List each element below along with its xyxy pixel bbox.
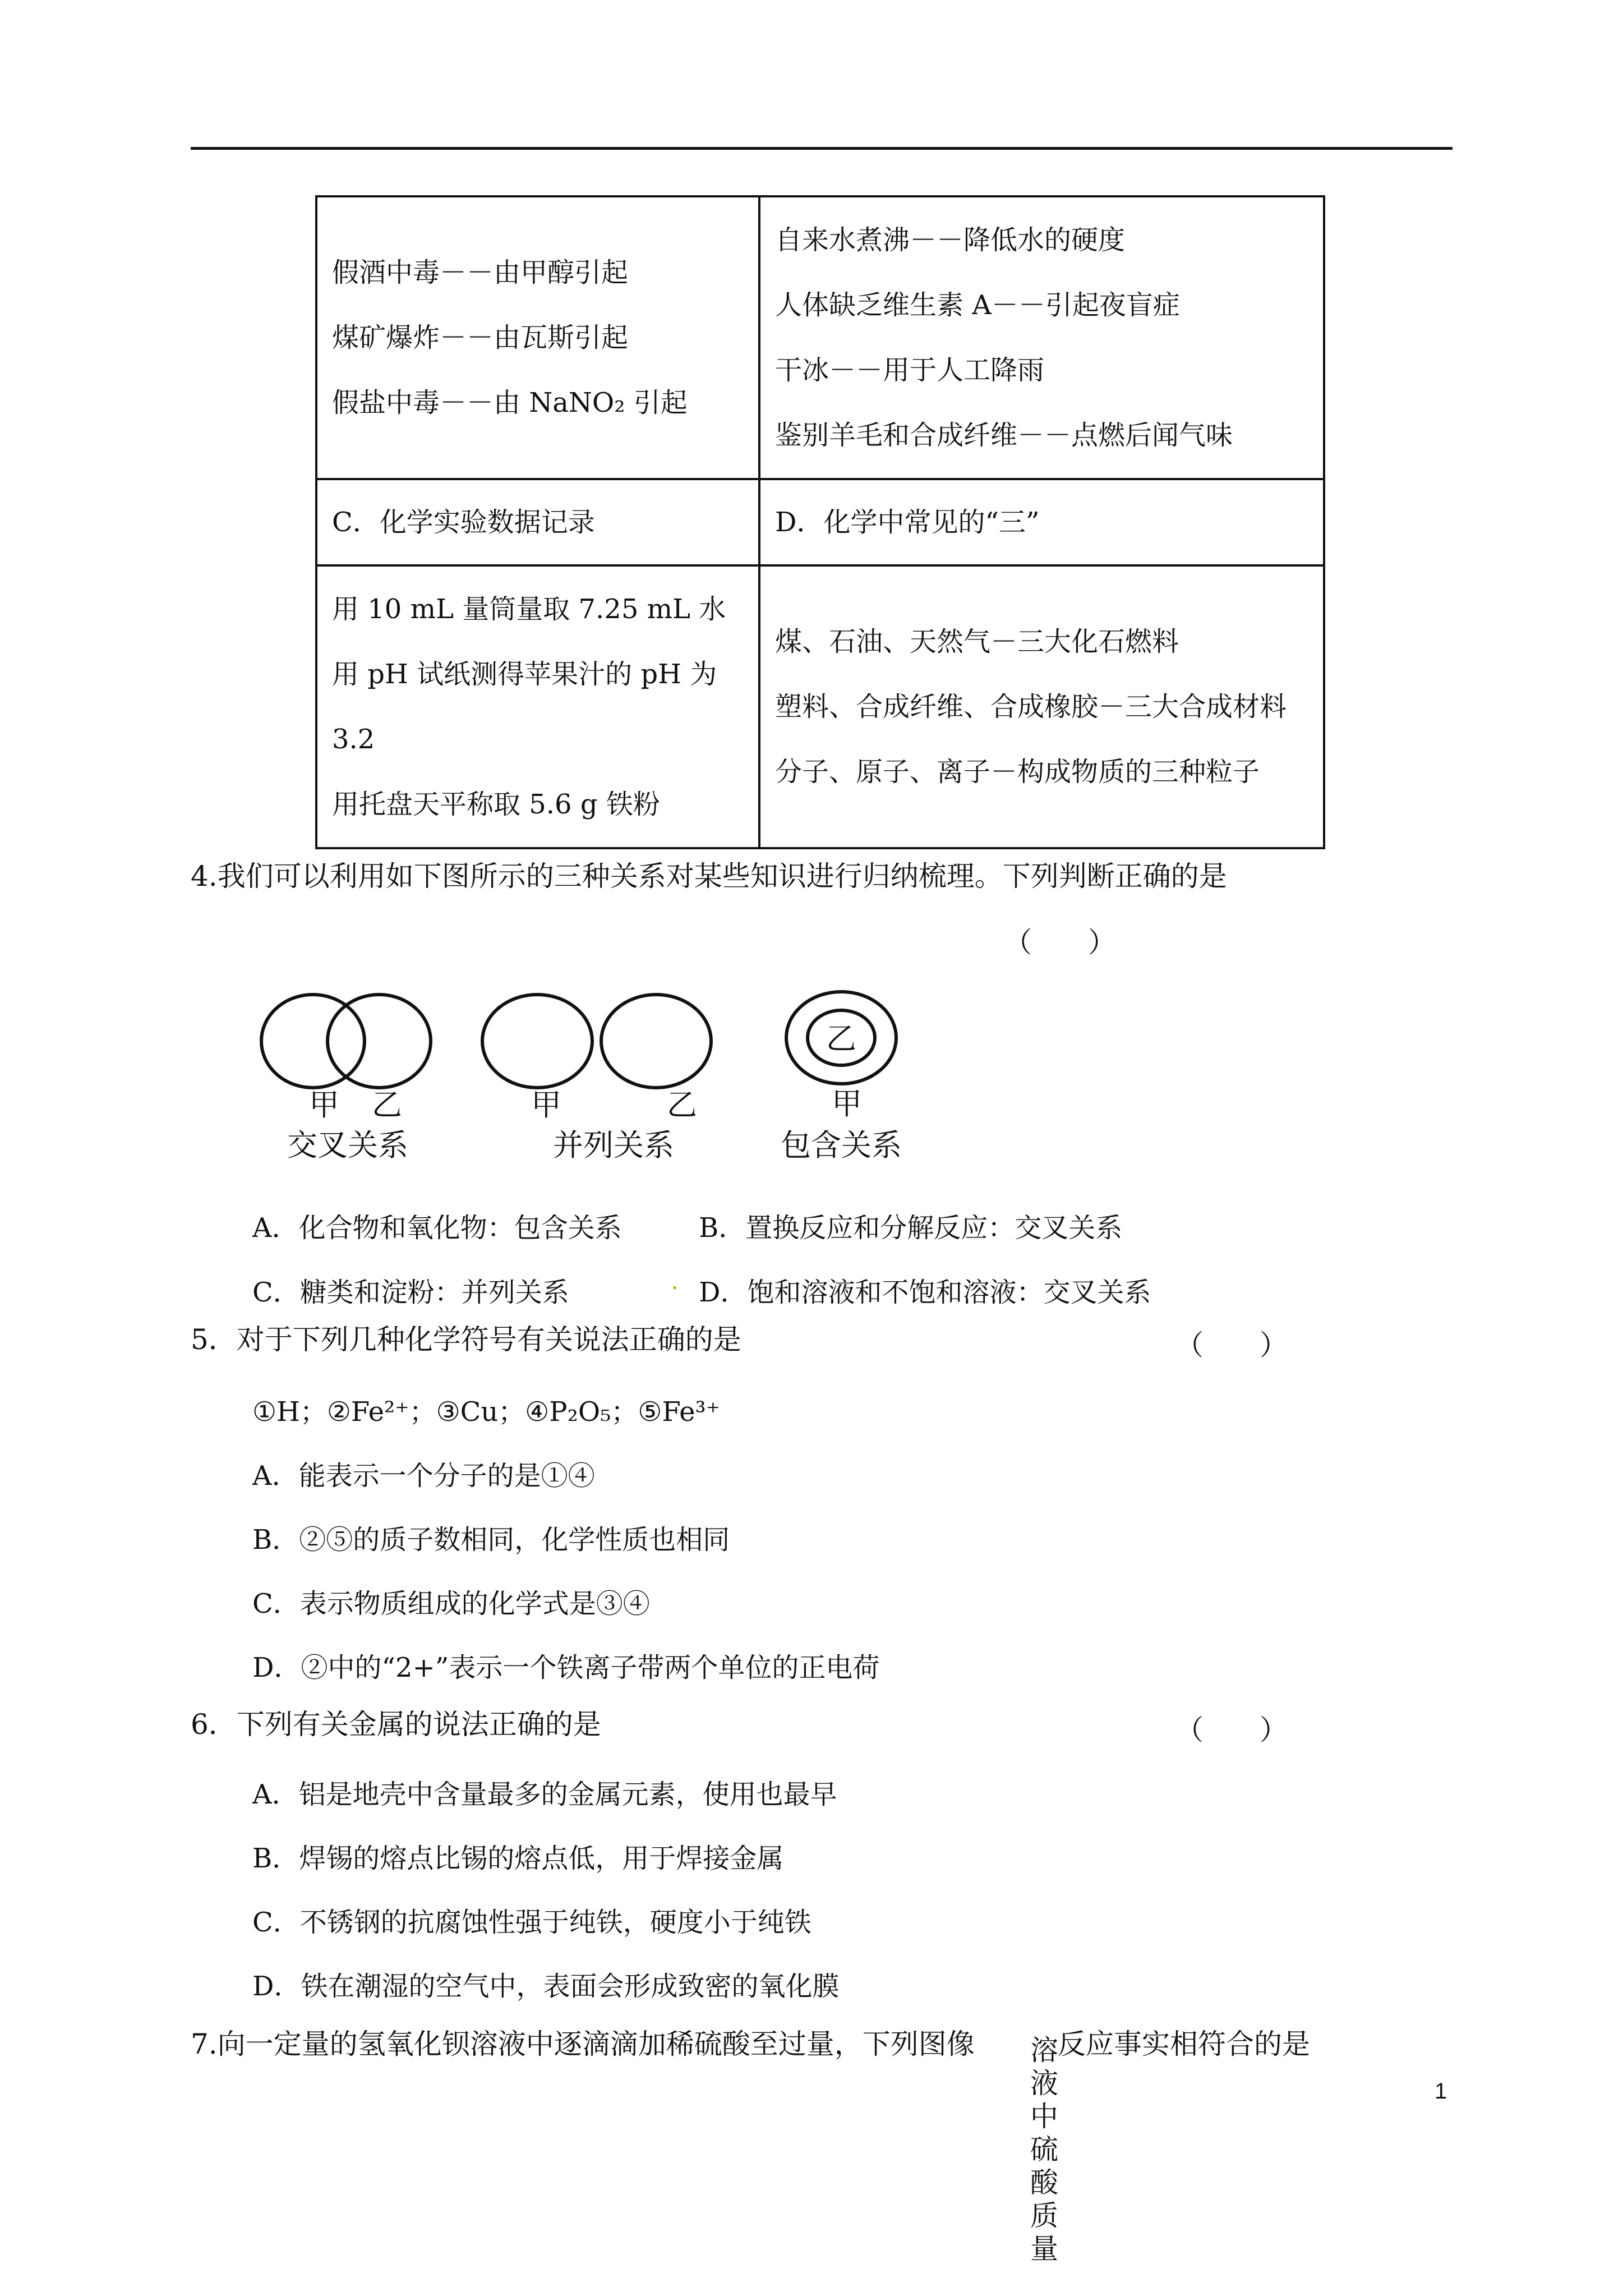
vertical-char: 溶 (1030, 2034, 1058, 2067)
q5-option-d: D．②中的“2+”表示一个铁离子带两个单位的正电荷 (252, 1652, 880, 1683)
q5-option-c: C．表示物质组成的化学式是③④ (252, 1588, 650, 1619)
header-rule (191, 147, 1453, 150)
q4-option-c: C．糖类和淀粉：并列关系 (252, 1277, 569, 1308)
diagram-label-jia-contain: 甲 (832, 1086, 862, 1121)
question-5-stem: 5．对于下列几种化学符号有关说法正确的是 (191, 1323, 741, 1356)
diagram-label-jia-parallel: 甲 (531, 1087, 561, 1122)
question-6-answer-paren: （ ） (1175, 1714, 1288, 1746)
diagram-label-yi-contain: 乙 (826, 1021, 856, 1056)
table-line: 干冰－－用于人工降雨 (775, 355, 1045, 386)
question-7-stem-a: 7.向一定量的氢氧化钡溶液中逐滴滴加稀硫酸至过量，下列图像 (191, 2028, 975, 2060)
question-7-stem-b: 反应事实相符合的是 (1058, 2028, 1310, 2060)
diagram-label-yi-parallel: 乙 (667, 1087, 697, 1122)
diagram-caption-cross: 交叉关系 (287, 1128, 408, 1163)
question-4-stem: 4.我们可以利用如下图所示的三种关系对某些知识进行归纳梳理。下列判断正确的是 (191, 860, 1227, 892)
table-line: 人体缺乏维生素 A－－引起夜盲症 (775, 289, 1180, 321)
table-cell-row1-right (759, 196, 1324, 479)
table-cell-row1-left (316, 196, 759, 479)
stray-dot-mark: . (671, 1267, 679, 1295)
cross-circle-jia (261, 995, 365, 1088)
table-line: 塑料、合成纤维、合成橡胶－三大合成材料 (775, 691, 1287, 723)
table-line: 用托盘天平称取 5.6 g 铁粉 (332, 789, 660, 820)
diagram-caption-parallel: 并列关系 (553, 1128, 674, 1163)
parallel-circle-jia (482, 995, 592, 1088)
table-line: 3.2 (332, 724, 375, 755)
table-line: 用 10 mL 量筒量取 7.25 mL 水 (332, 593, 726, 625)
q6-option-b: B．焊锡的熔点比锡的熔点低，用于焊接金属 (252, 1843, 784, 1874)
parallel-circle-yi (601, 995, 711, 1088)
q5-symbols: ①H；②Fe²⁺；③Cu；④P₂O₅；⑤Fe³⁺ (252, 1396, 721, 1428)
table-header-c (316, 479, 759, 565)
cross-circle-yi (328, 995, 431, 1088)
diagram-caption-contain: 包含关系 (781, 1128, 902, 1163)
question-5-answer-paren: （ ） (1175, 1329, 1288, 1361)
diagram-label-jia-cross: 甲 (309, 1087, 339, 1122)
q6-option-a: A．铝是地壳中含量最多的金属元素，使用也最早 (252, 1779, 837, 1810)
q5-option-b: B．②⑤的质子数相同，化学性质也相同 (252, 1524, 730, 1556)
question-6-stem: 6．下列有关金属的说法正确的是 (191, 1708, 601, 1741)
table-line: 用 pH 试纸测得苹果汁的 pH 为 (332, 659, 717, 690)
knowledge-table (315, 195, 1325, 849)
page-number: 1 (1435, 2079, 1447, 2104)
q6-option-c: C．不锈钢的抗腐蚀性强于纯铁，硬度小于纯铁 (252, 1907, 811, 1938)
q5-option-a: A．能表示一个分子的是①④ (252, 1460, 595, 1492)
vertical-char: 酸 (1030, 2166, 1058, 2199)
diagram-label-yi-cross: 乙 (372, 1087, 402, 1122)
table-header-d (759, 479, 1324, 565)
vertical-char: 量 (1030, 2233, 1058, 2265)
table-header-text: D．化学中常见的“三” (775, 507, 1040, 538)
table-cell-row2-left (316, 565, 759, 848)
table-line: 煤、石油、天然气－三大化石燃料 (775, 626, 1179, 657)
question-4-answer-paren: （ ） (1004, 926, 1116, 959)
vertical-char: 中 (1030, 2100, 1058, 2133)
q4-option-a: A．化合物和氧化物：包含关系 (252, 1212, 622, 1244)
vertical-char: 质 (1030, 2200, 1058, 2232)
vertical-axis-label (1030, 2034, 1059, 2266)
q4-option-d: D．饱和溶液和不饱和溶液：交叉关系 (699, 1277, 1151, 1308)
table-line: 自来水煮沸－－降低水的硬度 (775, 224, 1126, 256)
table-line: 假酒中毒－－由甲醇引起 (332, 257, 629, 288)
table-line: 分子、原子、离子－构成物质的三种粒子 (775, 756, 1260, 788)
table-line: 鉴别羊毛和合成纤维－－点燃后闻气味 (775, 420, 1233, 451)
vertical-char: 液 (1030, 2067, 1058, 2100)
table-line: 煤矿爆炸－－由瓦斯引起 (332, 322, 629, 353)
relation-diagram (247, 987, 976, 1172)
q4-option-b: B．置换反应和分解反应：交叉关系 (699, 1212, 1123, 1244)
relation-diagram-svg (247, 987, 976, 1172)
table-cell-row2-right (759, 565, 1324, 848)
vertical-char: 硫 (1030, 2133, 1058, 2166)
table-header-text: C．化学实验数据记录 (332, 507, 595, 538)
q6-option-d: D．铁在潮湿的空气中，表面会形成致密的氧化膜 (252, 1971, 840, 2002)
table-line: 假盐中毒－－由 NaNO₂ 引起 (332, 387, 688, 418)
